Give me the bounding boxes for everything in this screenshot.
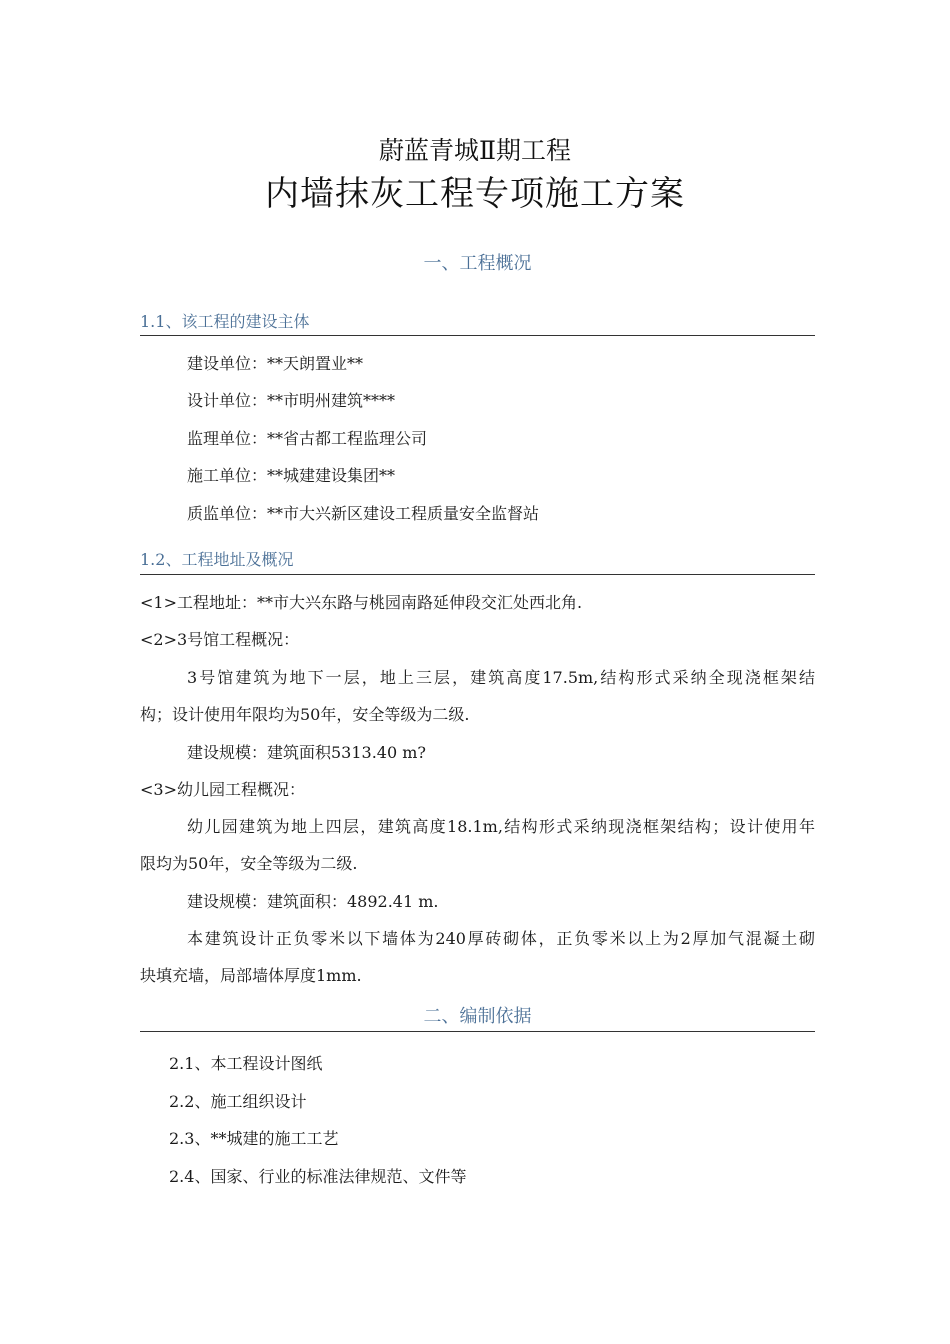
hall-description-line2: 构；设计使用年限均为50年，安全等级为二级.: [140, 705, 470, 724]
kindergarten-description-line1: 幼儿园建筑为地上四层，建筑高度18.1m,结构形式采纳现浇框架结构；设计使用年: [187, 817, 815, 836]
kindergarten-overview-heading: <3>幼儿园工程概况：: [140, 780, 305, 799]
chapter-divider: [140, 1031, 815, 1032]
party-item-supervisor: 监理单位：**省古都工程监理公司: [187, 429, 428, 448]
basis-item-construction-process: 2.3、**城建的施工工艺: [169, 1129, 339, 1148]
hall-description-line1: 3号馆建筑为地下一层，地上三层，建筑高度17.5m,结构形式采纳全现浇框架结: [187, 668, 815, 687]
chapter-heading-basis: 二、编制依据: [423, 1006, 532, 1027]
kindergarten-scale: 建设规模：建筑面积：4892.41 m.: [187, 892, 439, 911]
kindergarten-description-line2: 限均为50年，安全等级为二级.: [140, 854, 358, 873]
subsection-heading-construction-parties: 1.1、该工程的建设主体: [140, 312, 310, 331]
basis-item-standards: 2.4、国家、行业的标准法律规范、文件等: [169, 1167, 467, 1186]
party-item-contractor: 施工单位：**城建建设集团**: [187, 466, 396, 485]
party-item-quality-supervision: 质监单位：**市大兴新区建设工程质量安全监督站: [187, 504, 540, 523]
hall-overview-heading: <2>3号馆工程概况：: [140, 630, 300, 649]
party-item-developer: 建设单位：**天朗置业**: [187, 354, 364, 373]
hall-scale: 建设规模：建筑面积5313.40 m?: [187, 743, 427, 762]
party-item-designer: 设计单位：**市明州建筑****: [187, 391, 396, 410]
subsection-divider: [140, 335, 815, 336]
wall-description-line1: 本建筑设计正负零米以下墙体为240厚砖砌体，正负零米以上为2厚加气混凝土砌: [187, 929, 815, 948]
document-title-main: 内墙抹灰工程专项施工方案: [265, 174, 685, 214]
subsection-divider: [140, 574, 815, 575]
basis-item-organization-design: 2.2、施工组织设计: [169, 1092, 307, 1111]
wall-description-line2: 块填充墙，局部墙体厚度1mm.: [140, 966, 362, 985]
document-title-project: 蔚蓝青城Ⅱ期工程: [379, 136, 571, 165]
chapter-heading-overview: 一、工程概况: [423, 253, 532, 274]
basis-item-drawings: 2.1、本工程设计图纸: [169, 1054, 323, 1073]
site-address: <1>工程地址：**市大兴东路与桃园南路延伸段交汇处西北角.: [140, 593, 583, 612]
subsection-heading-site-overview: 1.2、工程地址及概况: [140, 550, 294, 569]
